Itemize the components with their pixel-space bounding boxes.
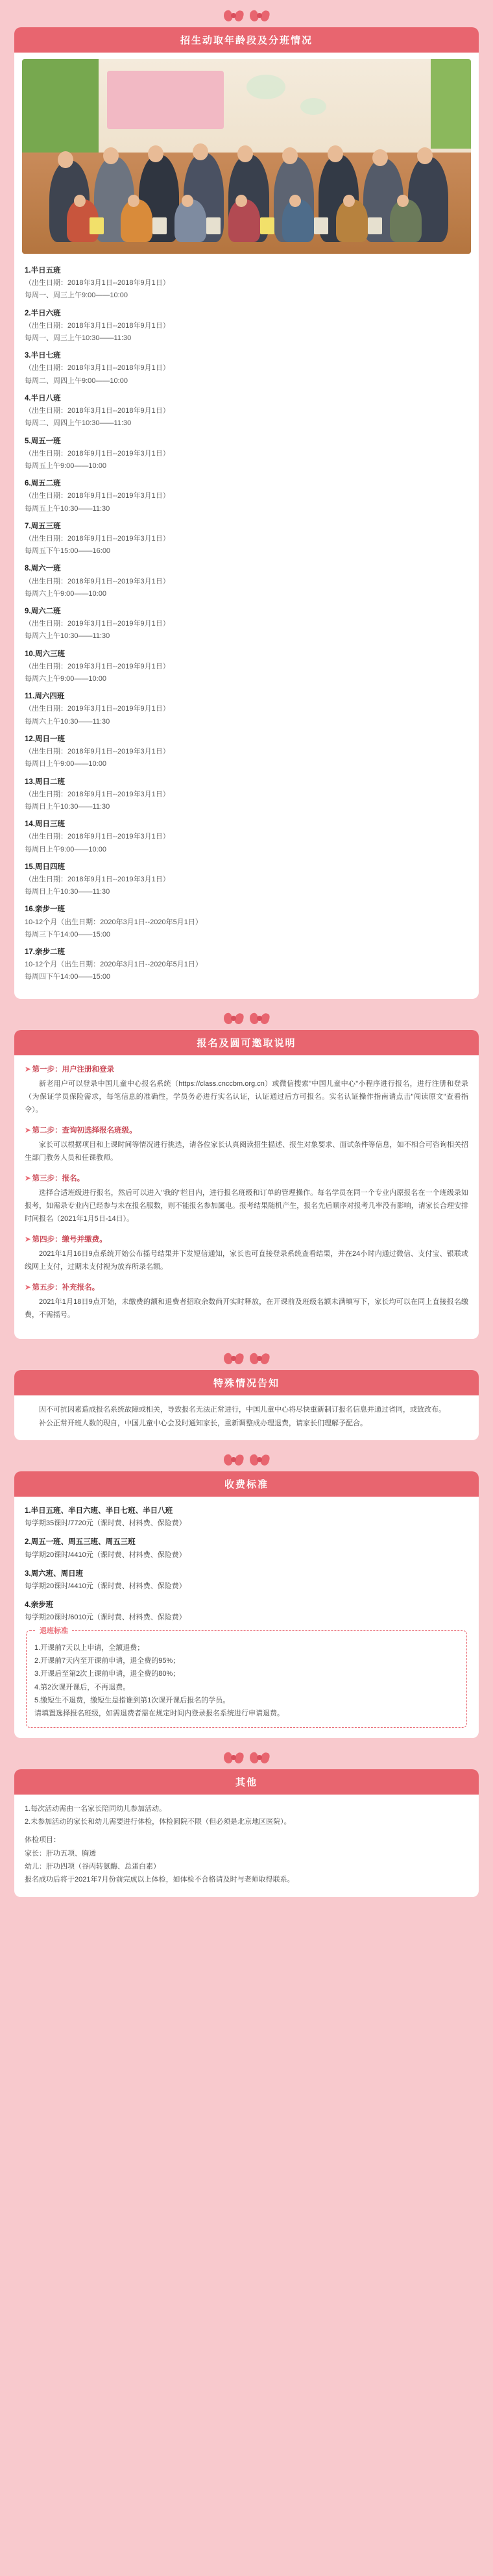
step-text: 选择合适班级进行报名，然后可以进入"我的"栏目内，进行报名班级和订单的管理操作。每名学员在同一个专业内原报名在一个班级录如报考，如需录专业内已经参与未在报名服数，则不能报名参加属电。报考结果随机产生，报名先后顺序对报考几率没有影响，请家长合理安排时间报名（2021年1月5日-14日）。	[25, 1188, 468, 1223]
class-birth: （出生日期：2018年9月1日--2019年3月1日）	[25, 577, 170, 585]
class-name: 亲步一班	[35, 905, 65, 914]
class-item	[25, 435, 468, 473]
class-item	[25, 605, 468, 643]
refund-rule: 3.开课后至第2次上课前申请，退全费的80%；	[34, 1670, 180, 1678]
class-no: 4.	[25, 394, 31, 402]
class-time: 每周一、周三上午10:30——11:30	[25, 334, 132, 342]
section2-title: 报名及圆可邀取说明	[14, 1030, 479, 1055]
refund-rule: 5.缴短生不退费，缴短生是指谁到第1次课开课后报名的学员。	[34, 1696, 230, 1704]
section3-title: 特殊情况告知	[14, 1370, 479, 1395]
class-no: 11.	[25, 693, 35, 701]
arrow-icon: ➤	[25, 1235, 31, 1244]
class-no: 6.	[25, 480, 31, 488]
fee-group	[25, 1567, 468, 1593]
fee-group	[25, 1536, 468, 1561]
class-time: 每周日上午10:30——11:30	[25, 888, 110, 896]
ribbon-bow-icon	[224, 1453, 243, 1467]
class-name: 周日一班	[35, 735, 65, 743]
arrow-icon: ➤	[25, 1283, 31, 1292]
class-item	[25, 648, 468, 686]
ribbon-bow-icon	[250, 1751, 269, 1765]
arrow-icon: ➤	[25, 1174, 31, 1183]
step-block	[25, 1233, 468, 1274]
other-line: 报名成功后将于2021年7月份前完成以上体检，如体检不合格请及时与老师取得联系。	[25, 1876, 295, 1884]
photo-container	[14, 53, 479, 256]
other-line: 体检项目：	[25, 1836, 60, 1845]
class-no: 8.	[25, 565, 31, 573]
class-item	[25, 307, 468, 345]
class-no: 14.	[25, 820, 35, 829]
class-name: 周日三班	[35, 820, 65, 829]
class-item	[25, 733, 468, 771]
section-enrollment-ages	[14, 27, 479, 999]
class-no: 10.	[25, 650, 35, 658]
ribbon-bow-icon	[250, 1352, 269, 1366]
class-name: 半日七班	[30, 352, 61, 360]
class-item	[25, 946, 468, 984]
ribbon-bow-icon	[224, 1012, 243, 1026]
step-head: 第四步：缴号并缴费。	[32, 1235, 107, 1244]
class-time: 每周六上午10:30——11:30	[25, 632, 110, 641]
class-birth: 10-12个月（出生日期：2020年3月1日--2020年5月1日）	[25, 961, 202, 969]
fee-group-name: 2.周五一班、周五三班、周五三班	[25, 1538, 136, 1547]
class-no: 9.	[25, 607, 31, 615]
class-no: 3.	[25, 352, 31, 360]
ornament-row-top	[0, 0, 493, 27]
class-item	[25, 264, 468, 302]
section-other	[14, 1769, 479, 1897]
refund-rule: 4.第2次课开课后，不再退费。	[34, 1683, 130, 1691]
class-name: 周五一班	[30, 437, 61, 445]
class-no: 5.	[25, 437, 31, 445]
class-item	[25, 861, 468, 899]
class-item	[25, 392, 468, 430]
class-birth: （出生日期：2018年9月1日--2019年3月1日）	[25, 748, 170, 755]
class-no: 7.	[25, 522, 31, 530]
step-text: 家长可以根据项目和上课时间等情况进行挑选，请各位家长认真阅读招生描述、报生对象要求、面试条件等信息，如不相合可咨询相关招生部门教务人员和任课教师。	[25, 1140, 468, 1162]
class-time: 每周日上午10:30——11:30	[25, 802, 110, 811]
step-text: 2021年1月18日9点开始，未缴费的额和退费者招取余数尚开实时释放，在开课前及班级名额未满填写下，家长均可以在同上直接报名缴费，不需摇号。	[25, 1297, 468, 1319]
section5-title: 其他	[14, 1769, 479, 1795]
group-photo	[22, 59, 471, 254]
class-time: 每周六上午10:30——11:30	[25, 717, 110, 726]
class-time: 每周一、周三上午9:00——10:00	[25, 291, 128, 300]
class-name: 周六一班	[30, 565, 61, 573]
class-birth: 10-12个月（出生日期：2020年3月1日--2020年5月1日）	[25, 918, 202, 926]
class-no: 1.	[25, 267, 31, 275]
other-line: 幼儿：肝功四项（谷丙转氨酶、总蛋白素）	[25, 1863, 160, 1871]
ribbon-bow-icon	[224, 9, 243, 23]
step-block	[25, 1281, 468, 1322]
class-name: 半日六班	[30, 309, 61, 317]
fee-group-amount: 每学期20课时/6010元（课时费、材料费、保险费）	[25, 1613, 186, 1622]
step-text: 新老用户可以登录中国儿童中心报名系统（https://class.cnccbm.org.cn）或微信搜索"中国儿童中心"小程序进行报名，进行注册和登录（为保证学员保险需求，每笔信息的准确性，学员务必进行实名认证，认证通过后方可报名。实名认证操作指南请点击"闯读原文"查看指令）。	[25, 1079, 468, 1114]
class-item	[25, 690, 468, 728]
class-item	[25, 520, 468, 558]
class-item	[25, 562, 468, 600]
notice-paragraph: 因不可抗因素造成报名系统故障或相关，导致报名无法正常进行，中国儿童中心将尽快重新制订报名信息并通过省同，或致改布。	[39, 1406, 446, 1414]
ornament-row-4	[0, 1444, 493, 1471]
class-no: 13.	[25, 778, 35, 786]
class-time: 每周六上午9:00——10:00	[25, 589, 106, 598]
step-head: 第五步：补充报名。	[32, 1283, 100, 1292]
other-line: 2.未参加活动的家长和幼儿需要进行体检，体检圆院不限（但必须是北京地区医院）。	[25, 1817, 291, 1826]
class-birth: （出生日期：2019年3月1日--2019年9月1日）	[25, 705, 170, 713]
step-head: 第二步：查询初选择报名班级。	[32, 1126, 137, 1135]
refund-rule: 请填置选择报名班级，如需退费者需在规定时间内登录报名系统进行申请退费。	[34, 1710, 284, 1718]
class-birth: （出生日期：2018年9月1日--2019年3月1日）	[25, 833, 170, 841]
fee-group-amount: 每学期20课时/4410元（课时费、材料费、保险费）	[25, 1551, 186, 1559]
class-name: 半日八班	[30, 394, 61, 402]
section-registration-steps	[14, 1030, 479, 1340]
fee-group	[25, 1599, 468, 1624]
class-name: 周六三班	[35, 650, 65, 658]
class-time: 每周四下午14:00——15:00	[25, 973, 111, 981]
section-special-notice	[14, 1370, 479, 1440]
class-no: 15.	[25, 863, 35, 871]
class-birth: （出生日期：2018年3月1日--2018年9月1日）	[25, 279, 170, 288]
class-time: 每周五下午15:00——16:00	[25, 547, 111, 556]
class-name: 周五二班	[30, 480, 61, 488]
class-birth: （出生日期：2018年9月1日--2019年3月1日）	[25, 449, 170, 458]
section1-title: 招生动取年龄段及分班情况	[14, 27, 479, 53]
class-no: 2.	[25, 309, 31, 317]
class-name: 周五三班	[30, 522, 61, 530]
class-time: 每周二、周四上午9:00——10:00	[25, 376, 128, 385]
ribbon-bow-icon	[224, 1751, 243, 1765]
fee-group-name: 4.亲步班	[25, 1601, 54, 1610]
step-head: 第一步：用户注册和登录	[32, 1065, 115, 1073]
class-time: 每周五上午9:00——10:00	[25, 461, 106, 470]
class-time: 每周二、周四上午10:30——11:30	[25, 419, 132, 428]
refund-policy-tag: 退班标准	[36, 1625, 72, 1638]
class-name: 亲步二班	[35, 948, 65, 956]
ornament-row-5	[0, 1742, 493, 1769]
section-fees	[14, 1471, 479, 1738]
class-no: 16.	[25, 905, 35, 914]
refund-rule: 1.开课前7天以上申请，全额退费；	[34, 1643, 145, 1652]
ornament-row-3	[0, 1343, 493, 1370]
section4-title: 收费标准	[14, 1471, 479, 1497]
class-birth: （出生日期：2018年3月1日--2018年9月1日）	[25, 364, 170, 373]
arrow-icon: ➤	[25, 1126, 31, 1135]
class-birth: （出生日期：2019年3月1日--2019年9月1日）	[25, 620, 170, 628]
class-no: 17.	[25, 948, 35, 956]
fee-group-amount: 每学期35课时/7720元（课时费、材料费、保险费）	[25, 1519, 186, 1528]
class-item	[25, 776, 468, 814]
notice-paragraph: 补公正常开班人数的现自，中国儿童中心会及时通知家长，重新调整成办理退费，请家长们理解予配合。	[39, 1419, 367, 1427]
class-time: 每周日上午9:00——10:00	[25, 760, 106, 768]
class-name: 周日二班	[35, 778, 65, 786]
fee-group-amount: 每学期20课时/4410元（课时费、材料费、保险费）	[25, 1582, 186, 1590]
other-line: 家长：肝功五项、胸透	[25, 1849, 96, 1858]
class-birth: （出生日期：2018年9月1日--2019年3月1日）	[25, 492, 170, 500]
other-line: 1.每次活动需由一名家长陪同幼儿参加活动。	[25, 1804, 167, 1813]
refund-policy-box	[26, 1626, 467, 1728]
step-head: 第三步：报名。	[32, 1174, 85, 1183]
class-item	[25, 818, 468, 856]
refund-rule: 2.开课前7天内至开课前申请，退全费的95%；	[34, 1656, 180, 1665]
class-time: 每周三下午14:00——15:00	[25, 930, 111, 938]
class-birth: （出生日期：2018年3月1日--2018年9月1日）	[25, 321, 170, 330]
class-item	[25, 349, 468, 387]
fee-group-name: 3.周六班、周日班	[25, 1569, 84, 1578]
ribbon-bow-icon	[224, 1352, 243, 1366]
arrow-icon: ➤	[25, 1065, 31, 1073]
class-item	[25, 477, 468, 515]
class-name: 周六二班	[30, 607, 61, 615]
class-birth: （出生日期：2018年9月1日--2019年3月1日）	[25, 534, 170, 543]
class-time: 每周日上午9:00——10:00	[25, 845, 106, 853]
step-text: 2021年1月16日9点系统开始公布摇号结果并下发短信通知，家长也可直接登录系统查看结果，并在24小时内通过微信、支付宝、银联或线网上支付，过期未支付视为放弃所录名额。	[25, 1249, 468, 1271]
step-block	[25, 1063, 468, 1117]
class-birth: （出生日期：2019年3月1日--2019年9月1日）	[25, 662, 170, 670]
class-time: 每周六上午9:00——10:00	[25, 675, 106, 683]
class-birth: （出生日期：2018年3月1日--2018年9月1日）	[25, 407, 170, 415]
fee-group-name: 1.半日五班、半日六班、半日七班、半日八班	[25, 1507, 173, 1515]
class-name: 周日四班	[35, 863, 65, 871]
class-list	[14, 256, 479, 984]
step-block	[25, 1124, 468, 1165]
fee-group	[25, 1504, 468, 1530]
step-block	[25, 1172, 468, 1226]
class-name: 半日五班	[30, 267, 61, 275]
class-birth: （出生日期：2018年9月1日--2019年3月1日）	[25, 875, 170, 883]
class-time: 每周五上午10:30——11:30	[25, 504, 110, 513]
ornament-row-2	[0, 1003, 493, 1030]
class-birth: （出生日期：2018年9月1日--2019年3月1日）	[25, 790, 170, 798]
ribbon-bow-icon	[250, 1453, 269, 1467]
ribbon-bow-icon	[250, 1012, 269, 1026]
ribbon-bow-icon	[250, 9, 269, 23]
class-no: 12.	[25, 735, 35, 743]
class-name: 周六四班	[34, 693, 65, 701]
class-item	[25, 903, 468, 941]
